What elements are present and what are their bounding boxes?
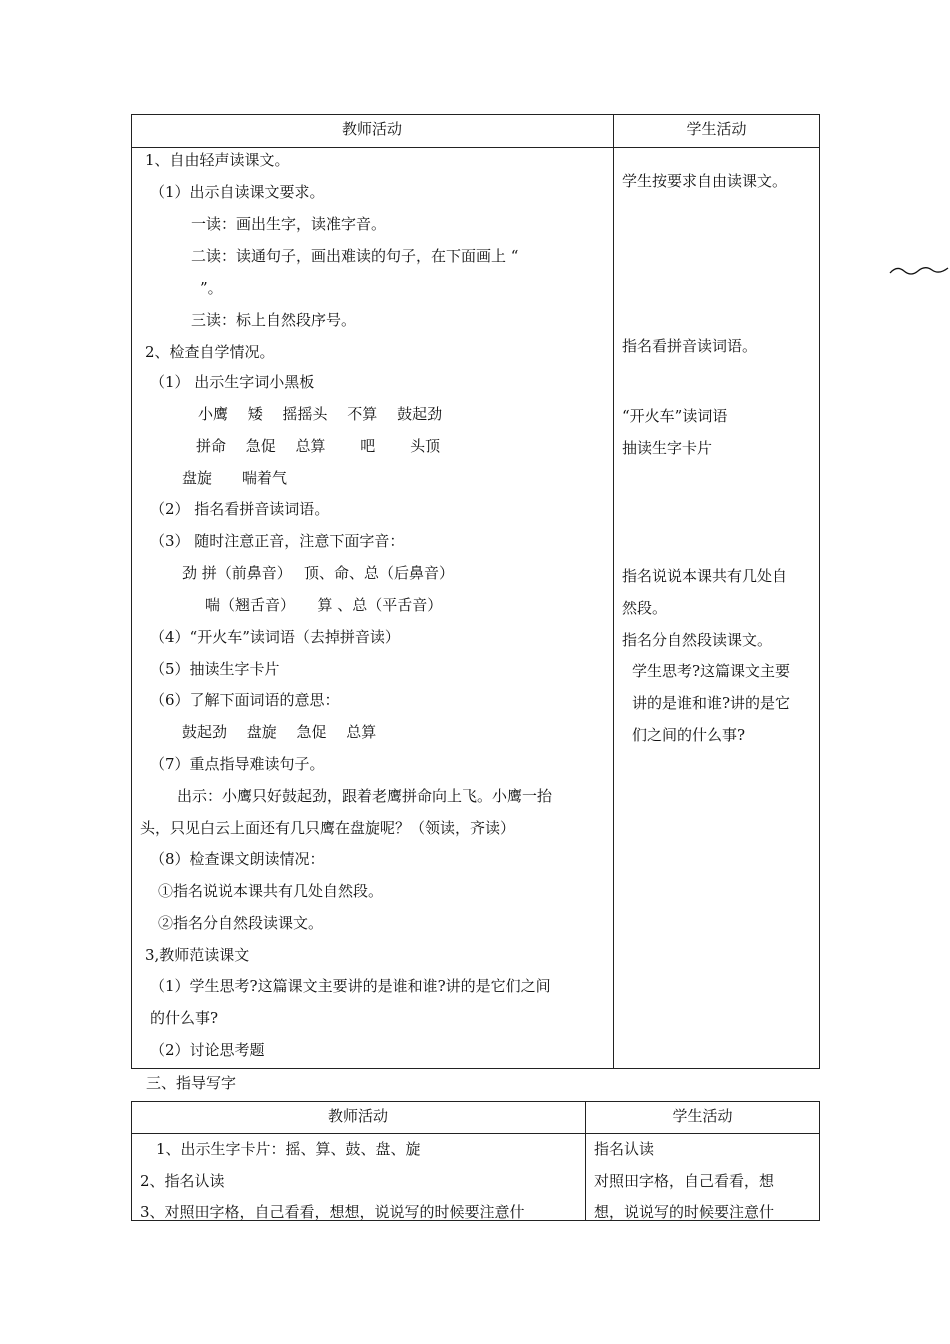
table-1-teacher-line: （6）了解下面词语的意思： <box>150 691 340 709</box>
table-1-student-line: 指名分自然段读课文。 <box>622 631 773 649</box>
table-1-teacher-header: 教师活动 <box>341 120 402 138</box>
table-1-teacher-line: （1） 出示生字词小黑板 <box>150 373 315 391</box>
table-1-column-divider <box>613 114 614 1069</box>
table-1-teacher-line: 拼命 急促 总算 吧 头顶 <box>196 437 441 455</box>
table-1-teacher-line: （4）“开火车”读词语（去掉拼音读） <box>150 628 400 646</box>
table-1-teacher-line: 鼓起劲 盘旋 急促 总算 <box>182 723 377 741</box>
section-title: 三、指导写字 <box>146 1074 237 1092</box>
table-1-teacher-line: （2） 指名看拼音读词语。 <box>150 500 330 518</box>
table-1-teacher-line: 1、自由轻声读课文。 <box>145 151 290 169</box>
table-2-header-divider <box>131 1133 820 1134</box>
table-1-student-line: 学生按要求自由读课文。 <box>622 172 788 190</box>
table-1-student-line: 讲的是谁和谁?讲的是它 <box>632 694 791 712</box>
table-1-header-divider <box>131 147 820 148</box>
table-1-teacher-line: ”。 <box>200 279 223 297</box>
table-1-teacher-line: （1）出示自读课文要求。 <box>150 183 325 201</box>
table-1-teacher-line: 喘（翘舌音） 算 、总（平舌音） <box>205 596 443 614</box>
table-1-teacher-line: （2）讨论思考题 <box>150 1041 265 1059</box>
table-1-teacher-line: 盘旋 喘着气 <box>182 469 288 487</box>
table-1-student-header: 学生活动 <box>686 120 747 138</box>
table-1-student-line: 指名看拼音读词语。 <box>622 337 758 355</box>
table-1-teacher-line: 出示：小鹰只好鼓起劲，跟着老鹰拼命向上飞。小鹰一抬 <box>177 787 553 805</box>
table-1-teacher-line: （7）重点指导难读句子。 <box>150 755 325 773</box>
table-1-teacher-line: 二读：读通句子，画出难读的句子，在下面画上 “ <box>191 247 519 265</box>
table-1-student-line: 指名说说本课共有几处自 <box>622 567 788 585</box>
table-1-teacher-line: （5）抽读生字卡片 <box>150 660 280 678</box>
table-1-teacher-line: 头，只见白云上面还有几只鹰在盘旋呢？（领读，齐读） <box>140 819 516 837</box>
table-2-student-line: 指名认读 <box>594 1140 655 1158</box>
table-1-teacher-line: 2、检查自学情况。 <box>145 343 275 361</box>
table-2-student-line: 对照田字格，自己看看，想 <box>594 1172 775 1190</box>
table-1-teacher-line: （1）学生思考?这篇课文主要讲的是谁和谁?讲的是它们之间 <box>150 977 551 995</box>
table-2-teacher-line: 3、对照田字格，自己看看，想想，说说写的时候要注意什 <box>140 1203 525 1221</box>
table-1-teacher-line: （3） 随时注意正音，注意下面字音： <box>150 532 405 550</box>
table-1-student-line: 们之间的什么事? <box>632 726 746 744</box>
table-1-teacher-line: ①指名说说本课共有几处自然段。 <box>158 882 384 900</box>
table-2-teacher-line: 1、出示生字卡片：摇、算、鼓、盘、旋 <box>156 1140 421 1158</box>
table-2-teacher-header: 教师活动 <box>327 1107 388 1125</box>
table-1-teacher-line: （8）检查课文朗读情况： <box>150 850 325 868</box>
table-2-student-line: 想，说说写的时候要注意什 <box>594 1203 775 1221</box>
table-1-teacher-line: 3,教师范读课文 <box>145 946 250 964</box>
table-1-teacher-line: ②指名分自然段读课文。 <box>158 914 324 932</box>
table-1-teacher-line: 的什么事? <box>150 1009 219 1027</box>
table-1-student-line: 然段。 <box>622 599 668 617</box>
table-1-teacher-line: 劲 拼（前鼻音） 顶、命、总（后鼻音） <box>182 564 455 582</box>
table-1-teacher-line: 小鹰 矮 摇摇头 不算 鼓起劲 <box>198 405 443 423</box>
table-2-student-header: 学生活动 <box>672 1107 733 1125</box>
table-1-student-line: “开火车”读词语 <box>622 407 728 425</box>
table-1-student-line: 抽读生字卡片 <box>622 439 713 457</box>
table-2-teacher-line: 2、指名认读 <box>140 1172 225 1190</box>
table-1-teacher-line: 三读：标上自然段序号。 <box>191 311 357 329</box>
table-1-student-line: 学生思考?这篇课文主要 <box>632 662 791 680</box>
table-1-teacher-line: 一读：画出生字，读准字音。 <box>191 215 387 233</box>
wavy-mark-icon <box>888 262 950 278</box>
